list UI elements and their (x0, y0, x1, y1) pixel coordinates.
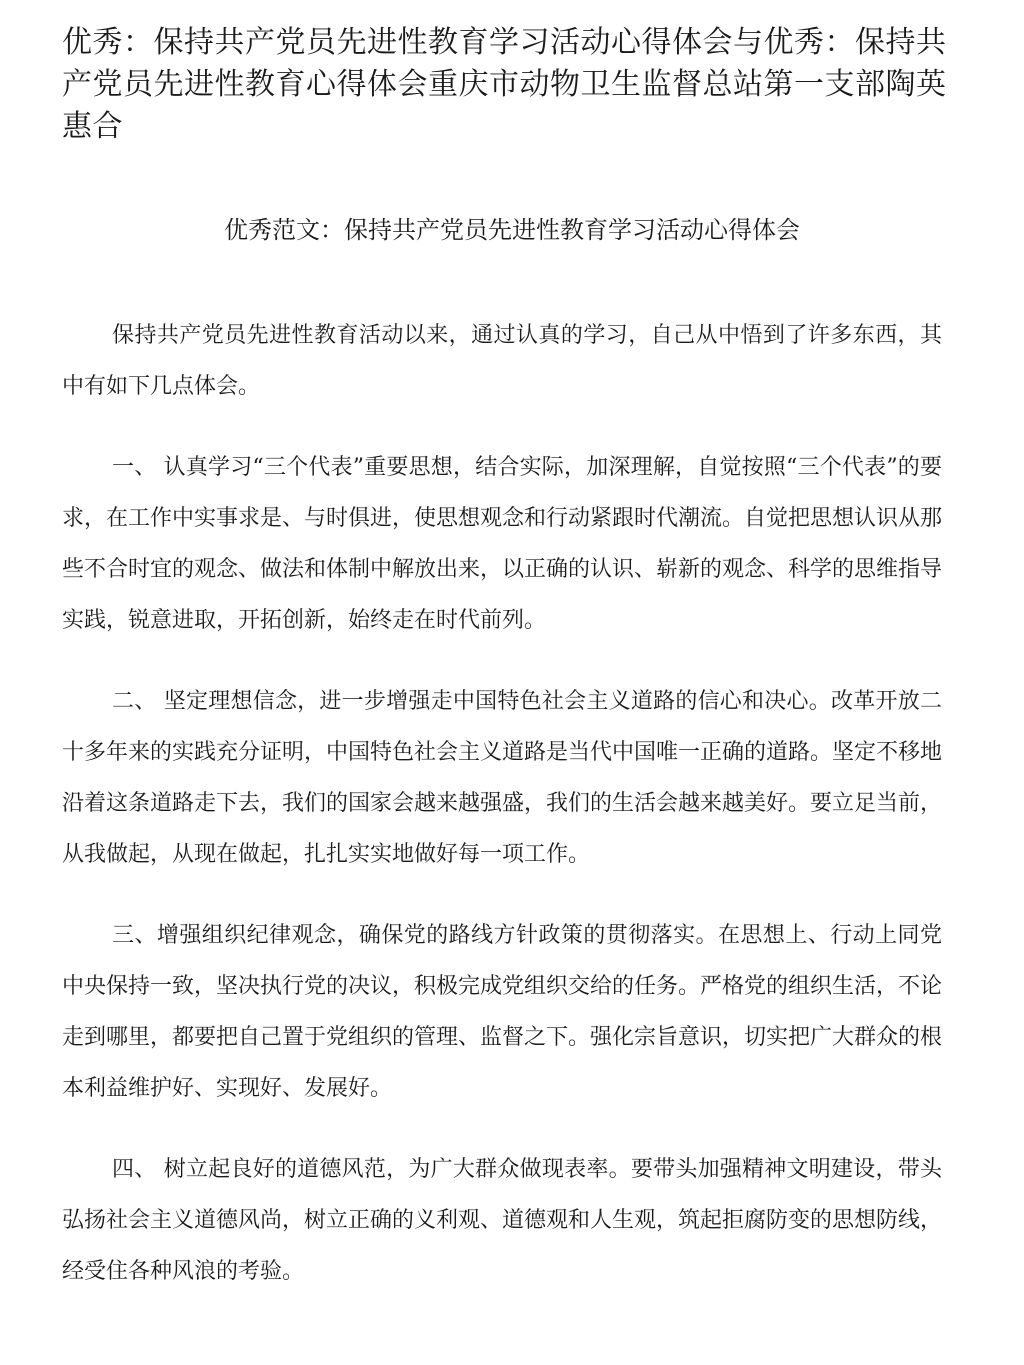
paragraph-point-3: 三、增强组织纪律观念，确保党的路线方针政策的贯彻落实。在思想上、行动上同党中央保持一致，坚决执行党的决议，积极完成党组织交给的任务。严格党的组织生活，不论走到哪里，都要把自己置于党组织的管理、监督之下。强化宗旨意识，切实把广大群众的根本利益维护好、实现好、发展好。 (62, 923, 943, 1101)
paragraph-intro: 保持共产党员先进性教育活动以来，通过认真的学习，自己从中悟到了许多东西，其中有如下几点体会。 (62, 323, 942, 399)
section-heading: 优秀范文：保持共产党员先进性教育学习活动心得体会 (224, 216, 800, 244)
paragraph-point-2: 二、 坚定理想信念，进一步增强走中国特色社会主义道路的信心和决心。改革开放二十多年来的实践充分证明，中国特色社会主义道路是当代中国唯一正确的道路。坚定不移地沿着这条道路走下去，我们的国家会越来越强盛，我们的生活会越来越美好。要立足当前，从我做起，从现在做起，扎扎实实地做好每一项工作。 (62, 689, 943, 867)
paragraph-point-4: 四、 树立起良好的道德风范，为广大群众做现表率。要带头加强精神文明建设，带头弘扬社会主义道德风尚，树立正确的义利观、道德观和人生观，筑起拒腐防变的思想防线，经受住各种风浪的考验。 (62, 1157, 943, 1284)
paragraph-point-1: 一、 认真学习“三个代表”重要思想，结合实际，加深理解，自觉按照“三个代表”的要求，在工作中实事求是、与时俱进，使思想观念和行动紧跟时代潮流。自觉把思想认识从那些不合时宜的观念、做法和体制中解放出来，以正确的认识、崭新的观念、科学的思维指导实践，锐意进取，开拓创新，始终走在时代前列。 (62, 455, 943, 633)
document-title: 优秀：保持共产党员先进性教育学习活动心得体会与优秀：保持共产党员先进性教育心得体会重庆市动物卫生监督总站第一支部陶英惠合 (62, 25, 947, 144)
document-body (62, 310, 942, 1327)
